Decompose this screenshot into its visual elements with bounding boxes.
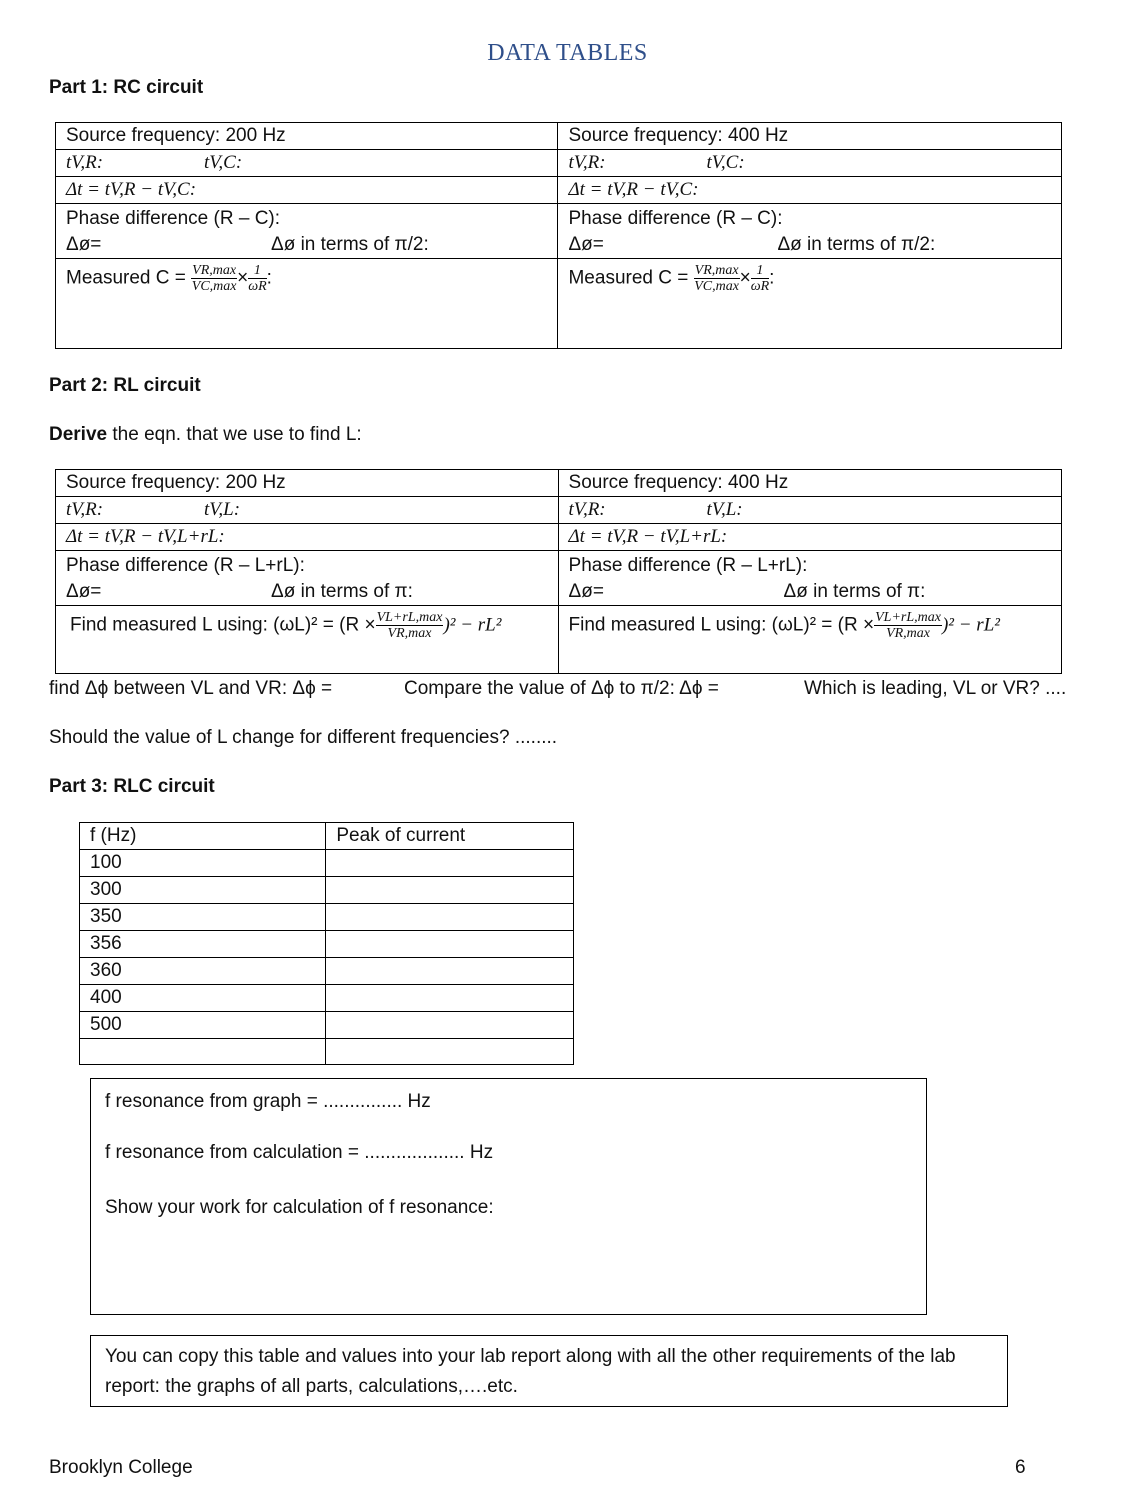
rlc-freq-cell: 100	[80, 850, 326, 877]
p1-right-dphi-terms: Δø in terms of π/2:	[777, 234, 936, 255]
p1-right-tvr: tV,R:	[568, 152, 606, 173]
p2-left-frac: $\frac{VL+rL,\max}{VR,\max}$	[376, 610, 443, 641]
p1-left-frac-v: $\frac{VR,\max}{VC,\max}$	[191, 263, 237, 294]
p1-right-tvc: tV,C:	[706, 152, 745, 173]
p2-left-tvl: tV,L:	[204, 499, 241, 520]
p1-left-tvr: tV,R:	[66, 152, 104, 173]
p1-right-measured: Measured C =	[568, 267, 689, 289]
p2-left-dphi-terms: Δø in terms of π:	[271, 581, 413, 602]
p2-right-frac: $\frac{VL+rL,\max}{VR,\max}$	[875, 610, 941, 641]
p1-left-source: Source frequency: 200 Hz	[56, 123, 558, 150]
p1-left-measured: Measured C =	[66, 267, 186, 289]
part2-table	[55, 469, 1062, 674]
p2-left-source: Source frequency: 200 Hz	[56, 470, 559, 497]
rlc-table	[79, 822, 574, 1065]
rlc-freq-cell: 300	[80, 877, 326, 904]
note-text: You can copy this table and values into your lab report along with all the other requirements of the lab report: the graphs of all parts, calculations,….etc.	[105, 1346, 956, 1397]
rlc-peak-cell[interactable]	[326, 1012, 574, 1039]
fres-graph: f resonance from graph = ............... Hz	[105, 1091, 431, 1112]
rlc-peak-cell[interactable]	[326, 1039, 574, 1065]
rlc-peak-cell[interactable]	[326, 931, 574, 958]
p2-left-phase: Phase difference (R – L+rL):	[66, 555, 305, 576]
rlc-freq-cell	[80, 1039, 326, 1065]
rlc-peak-cell[interactable]	[326, 850, 574, 877]
p2-right-tvl: tV,L:	[706, 499, 743, 520]
p2-right-phase: Phase difference (R – L+rL):	[568, 555, 808, 576]
p1-right-dphi: Δø=	[568, 234, 604, 255]
q-compare-dphi: Compare the value of Δϕ to π/2: Δϕ =	[404, 678, 719, 699]
p2-right-dphi: Δø=	[568, 581, 604, 602]
page-title: DATA TABLES	[487, 40, 648, 66]
p2-right-dt: Δt = tV,R − tV,L+rL:	[558, 524, 1061, 551]
p2-right-tvr: tV,R:	[568, 499, 606, 520]
p1-right-source: Source frequency: 400 Hz	[558, 123, 1062, 150]
q-which-leading: Which is leading, VL or VR? ....	[804, 678, 1067, 699]
rlc-peak-cell[interactable]	[326, 958, 574, 985]
rlc-col-peak: Peak of current	[326, 823, 574, 850]
q-l-change: Should the value of L change for different frequencies? ........	[49, 727, 558, 748]
p2-left-dt: Δt = tV,R − tV,L+rL:	[56, 524, 559, 551]
p1-left-phase: Phase difference (R – C):	[66, 208, 281, 229]
rlc-freq-cell: 356	[80, 931, 326, 958]
p2-right-dphi-terms: Δø in terms of π:	[783, 581, 926, 602]
p2-right-find: Find measured L using: (ωL)² = (R ×	[568, 614, 875, 636]
rlc-peak-cell[interactable]	[326, 877, 574, 904]
part1-heading: Part 1: RC circuit	[49, 77, 204, 98]
p2-right-source: Source frequency: 400 Hz	[558, 470, 1061, 497]
note-box	[90, 1335, 1008, 1407]
p1-right-frac-wr: $\frac{1}{\omega R}$	[750, 263, 770, 294]
p1-left-dt: Δt = tV,R − tV,C:	[56, 177, 558, 204]
p1-right-frac-v: $\frac{VR,\max}{VC,\max}$	[694, 263, 739, 294]
resonance-box	[90, 1078, 927, 1315]
p1-left-dphi: Δø=	[66, 234, 102, 255]
p1-left-dphi-terms: Δø in terms of π/2:	[271, 234, 429, 255]
rlc-freq-cell: 400	[80, 985, 326, 1012]
footer-college: Brooklyn College	[49, 1457, 193, 1478]
rlc-freq-cell: 360	[80, 958, 326, 985]
p1-left-frac-wr: $\frac{1}{\omega R}$	[248, 263, 267, 294]
show-work: Show your work for calculation of f resonance:	[105, 1197, 494, 1218]
p2-left-find: Find measured L using: (ωL)² = (R ×	[70, 614, 376, 636]
rlc-freq-cell: 500	[80, 1012, 326, 1039]
p1-left-tvc: tV,C:	[204, 152, 243, 173]
q-dphi-between: find Δϕ between VL and VR: Δϕ =	[49, 678, 333, 699]
part3-heading: Part 3: RLC circuit	[49, 776, 215, 797]
part2-heading: Part 2: RL circuit	[49, 375, 201, 396]
fres-calc: f resonance from calculation = ................... Hz	[105, 1142, 494, 1163]
rlc-freq-cell: 350	[80, 904, 326, 931]
p2-right-tail: )² − rL²	[941, 614, 1000, 636]
p2-left-tail: )² − rL²	[443, 614, 502, 636]
p1-right-dt: Δt = tV,R − tV,C:	[558, 177, 1062, 204]
part2-derive: Derive the eqn. that we use to find L:	[49, 424, 362, 445]
p2-left-tvr: tV,R:	[66, 499, 104, 520]
p1-right-phase: Phase difference (R – C):	[568, 208, 783, 229]
rlc-col-freq: f (Hz)	[80, 823, 326, 850]
rlc-peak-cell[interactable]	[326, 904, 574, 931]
page-number: 6	[1015, 1457, 1026, 1478]
part1-table: Source frequency: 200 Hz Source frequency: 400 Hz tV,R: tV,C: tV,R: tV,C: Δt = tV,R − tV,C: Δt = tV,R − tV,C: Phase difference (R – C): Δø= Δø in terms of π/2: Phase difference (R – C): Δø= Δø in terms of π/2: Measured C = $\frac{VR,\max}{VC,\max}$ × $\frac{1}{\omega R}$ : Measured C = $\frac{VR,\max}{VC,\max}$ × $\frac{1}{\omega R}$ :	[55, 122, 1062, 349]
rlc-peak-cell[interactable]	[326, 985, 574, 1012]
p2-left-dphi: Δø=	[66, 581, 102, 602]
